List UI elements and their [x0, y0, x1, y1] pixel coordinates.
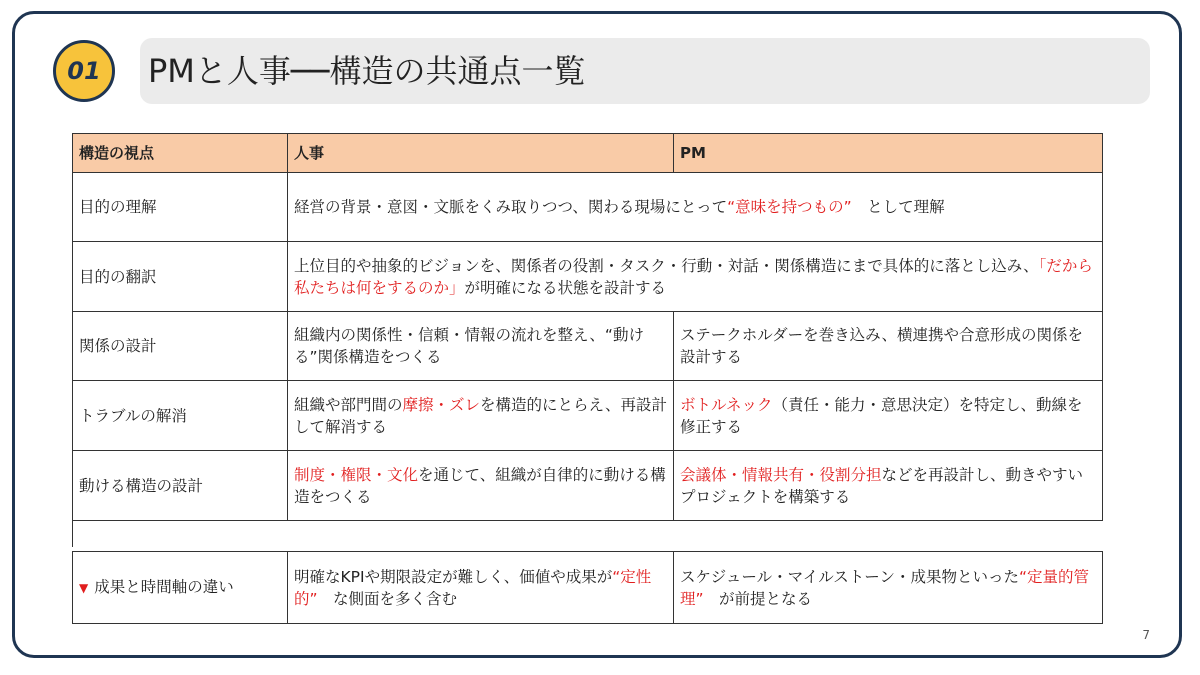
table-row [73, 451, 1103, 521]
cell-text: として理解 [851, 198, 945, 216]
pm-cell: ステークホルダーを巻き込み、横連携や合意形成の関係を設計する [674, 312, 1103, 381]
cell-text: が前提となる [703, 589, 813, 608]
section-number-badge: 01 [53, 40, 115, 102]
table-spacer-row [73, 521, 1103, 548]
cell-text: （責任・能力・意思決定）を特定し、動線を修正する [680, 395, 1083, 436]
merged-cell [288, 242, 1103, 312]
row-label: 動ける構造の設計 [73, 451, 288, 521]
row-label: 目的の理解 [73, 173, 288, 242]
hr-cell [288, 381, 674, 451]
highlight-text: 「だから私たちは何をするのか」 [294, 256, 1093, 297]
highlight-text: 会議体・情報共有・役割分担 [680, 465, 882, 484]
hr-cell [288, 451, 674, 521]
cell-text: 組織や部門間の [294, 395, 403, 414]
cell-text: が明確になる状態を設計する [464, 278, 667, 297]
highlight-text: “定量的管理” [680, 567, 1090, 608]
spacer-cell [73, 521, 1103, 548]
cell-text: を構造的にとらえ、再設計して解消する [294, 395, 667, 436]
comparison-table [72, 133, 1103, 547]
difference-label: 成果と時間軸の違い [94, 578, 234, 596]
highlight-text: ボトルネック [680, 395, 773, 414]
cell-text: な側面を多く含む [317, 589, 458, 608]
row-label [73, 552, 288, 624]
table-row [73, 381, 1103, 451]
page-title: PMと人事──構造の共通点一覧 [148, 52, 586, 90]
row-label: 目的の翻訳 [73, 242, 288, 312]
triangle-down-icon: ▼ [79, 581, 89, 595]
cell-text: 上位目的や抽象的ビジョンを、関係者の役割・タスク・行動・対話・関係構造にまで具体的に落とし込み、 [294, 256, 1039, 275]
cell-text: を通じて、組織が自律的に動ける構造をつくる [294, 465, 666, 506]
hr-cell [288, 552, 674, 624]
row-label: トラブルの解消 [73, 381, 288, 451]
highlight-text: “定性的” [294, 567, 652, 608]
merged-cell [288, 173, 1103, 242]
table-row [73, 242, 1103, 312]
cell-text: などを再設計し、動きやすいプロジェクトを構築する [680, 465, 1084, 506]
pm-cell [674, 451, 1103, 521]
header-perspective: 構造の視点 [73, 134, 288, 173]
table-row [73, 552, 1103, 624]
highlight-text: “意味を持つもの” [727, 198, 852, 216]
page-number: 7 [1142, 628, 1150, 642]
table-row [73, 312, 1103, 381]
highlight-text: 摩擦・ズレ [402, 395, 481, 414]
cell-text: 明確なKPIや期限設定が難しく、価値や成果が [294, 567, 613, 586]
header-hr: 人事 [288, 134, 674, 173]
table-row [73, 173, 1103, 242]
cell-text: 経営の背景・意図・文脈をくみ取りつつ、関わる現場にとって [294, 198, 728, 216]
table-header-row [73, 134, 1103, 173]
hr-cell: 組織内の関係性・信頼・情報の流れを整え、“動ける”関係構造をつくる [288, 312, 674, 381]
cell-text: スケジュール・マイルストーン・成果物といった [680, 567, 1019, 586]
difference-table [72, 551, 1103, 624]
header-pm: PM [674, 134, 1103, 173]
pm-cell [674, 552, 1103, 624]
row-label: 関係の設計 [73, 312, 288, 381]
pm-cell [674, 381, 1103, 451]
highlight-text: 制度・権限・文化 [294, 465, 419, 484]
